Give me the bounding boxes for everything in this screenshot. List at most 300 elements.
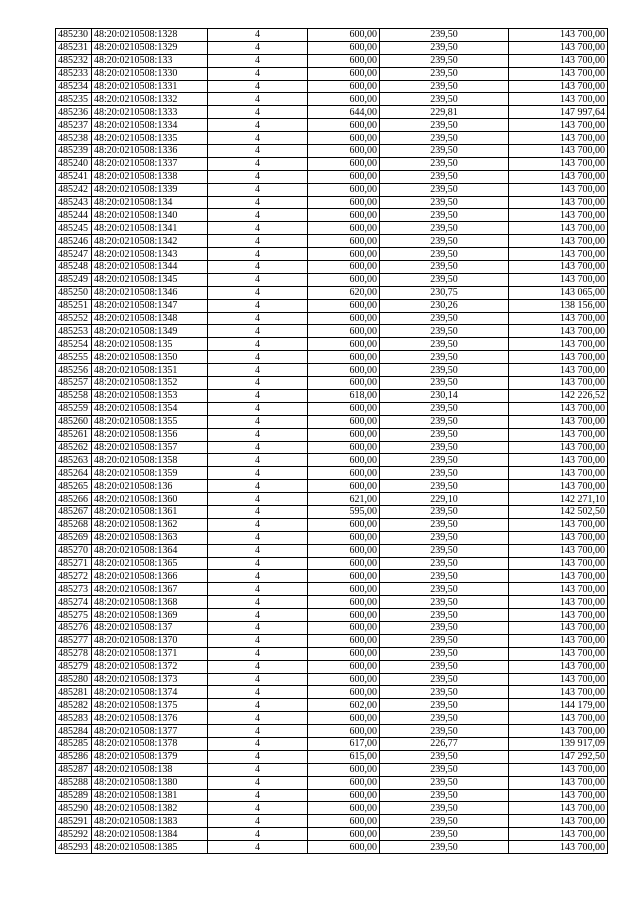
cadastral-number: 48:20:0210508:135 <box>92 338 208 351</box>
total-value: 142 271,10 <box>509 493 608 506</box>
total-value: 143 700,00 <box>509 377 608 390</box>
cadastral-number: 48:20:0210508:134 <box>92 196 208 209</box>
area: 621,00 <box>308 493 380 506</box>
cadastral-number: 48:20:0210508:1350 <box>92 351 208 364</box>
total-value: 143 700,00 <box>509 273 608 286</box>
unit-value: 239,50 <box>380 802 509 815</box>
row-id: 485230 <box>56 29 92 42</box>
row-id: 485273 <box>56 583 92 596</box>
table-row <box>56 196 608 209</box>
unit-value: 239,50 <box>380 699 509 712</box>
cadastral-number: 48:20:0210508:1379 <box>92 750 208 763</box>
row-id: 485265 <box>56 480 92 493</box>
unit-value: 239,50 <box>380 441 509 454</box>
area: 600,00 <box>308 273 380 286</box>
cadastral-number: 48:20:0210508:1353 <box>92 389 208 402</box>
category-code: 4 <box>208 364 308 377</box>
category-code: 4 <box>208 209 308 222</box>
row-id: 485253 <box>56 325 92 338</box>
total-value: 143 700,00 <box>509 196 608 209</box>
table-row <box>56 531 608 544</box>
unit-value: 239,50 <box>380 815 509 828</box>
total-value: 143 700,00 <box>509 157 608 170</box>
table-row <box>56 402 608 415</box>
row-id: 485287 <box>56 763 92 776</box>
area: 600,00 <box>308 364 380 377</box>
cadastral-number: 48:20:0210508:1373 <box>92 673 208 686</box>
category-code: 4 <box>208 570 308 583</box>
row-id: 485279 <box>56 660 92 673</box>
total-value: 143 700,00 <box>509 402 608 415</box>
unit-value: 239,50 <box>380 235 509 248</box>
unit-value: 226,77 <box>380 737 509 750</box>
unit-value: 229,10 <box>380 493 509 506</box>
table-row <box>56 415 608 428</box>
cadastral-number: 48:20:0210508:1341 <box>92 222 208 235</box>
category-code: 4 <box>208 454 308 467</box>
category-code: 4 <box>208 80 308 93</box>
area: 600,00 <box>308 54 380 67</box>
area: 600,00 <box>308 402 380 415</box>
category-code: 4 <box>208 750 308 763</box>
total-value: 143 700,00 <box>509 454 608 467</box>
row-id: 485245 <box>56 222 92 235</box>
cadastral-number: 48:20:0210508:1345 <box>92 273 208 286</box>
area: 600,00 <box>308 570 380 583</box>
row-id: 485272 <box>56 570 92 583</box>
category-code: 4 <box>208 106 308 119</box>
row-id: 485240 <box>56 157 92 170</box>
total-value: 143 700,00 <box>509 596 608 609</box>
category-code: 4 <box>208 815 308 828</box>
unit-value: 239,50 <box>380 454 509 467</box>
unit-value: 239,50 <box>380 248 509 261</box>
area: 600,00 <box>308 157 380 170</box>
total-value: 143 065,00 <box>509 286 608 299</box>
total-value: 143 700,00 <box>509 776 608 789</box>
area: 600,00 <box>308 712 380 725</box>
row-id: 485284 <box>56 725 92 738</box>
area: 600,00 <box>308 583 380 596</box>
category-code: 4 <box>208 183 308 196</box>
row-id: 485263 <box>56 454 92 467</box>
unit-value: 239,50 <box>380 750 509 763</box>
category-code: 4 <box>208 712 308 725</box>
category-code: 4 <box>208 544 308 557</box>
cadastral-number: 48:20:0210508:1339 <box>92 183 208 196</box>
unit-value: 239,50 <box>380 776 509 789</box>
table-row <box>56 557 608 570</box>
total-value: 143 700,00 <box>509 660 608 673</box>
category-code: 4 <box>208 776 308 789</box>
cadastral-number: 48:20:0210508:1329 <box>92 41 208 54</box>
row-id: 485293 <box>56 841 92 854</box>
row-id: 485281 <box>56 686 92 699</box>
cadastral-number: 48:20:0210508:1357 <box>92 441 208 454</box>
row-id: 485236 <box>56 106 92 119</box>
area: 600,00 <box>308 841 380 854</box>
cadastral-number: 48:20:0210508:137 <box>92 621 208 634</box>
table-row <box>56 596 608 609</box>
category-code: 4 <box>208 273 308 286</box>
unit-value: 239,50 <box>380 80 509 93</box>
table-row <box>56 467 608 480</box>
table-row <box>56 273 608 286</box>
unit-value: 239,50 <box>380 518 509 531</box>
cadastral-number: 48:20:0210508:1337 <box>92 157 208 170</box>
total-value: 143 700,00 <box>509 609 608 622</box>
category-code: 4 <box>208 660 308 673</box>
unit-value: 239,50 <box>380 183 509 196</box>
table-row <box>56 183 608 196</box>
area: 600,00 <box>308 170 380 183</box>
total-value: 143 700,00 <box>509 802 608 815</box>
row-id: 485292 <box>56 828 92 841</box>
area: 600,00 <box>308 621 380 634</box>
unit-value: 239,50 <box>380 377 509 390</box>
area: 600,00 <box>308 609 380 622</box>
table-row <box>56 29 608 42</box>
unit-value: 239,50 <box>380 119 509 132</box>
table-row <box>56 505 608 518</box>
cadastral-number: 48:20:0210508:1364 <box>92 544 208 557</box>
table-row <box>56 235 608 248</box>
table-row <box>56 454 608 467</box>
category-code: 4 <box>208 802 308 815</box>
area: 600,00 <box>308 312 380 325</box>
cadastral-number: 48:20:0210508:1352 <box>92 377 208 390</box>
row-id: 485274 <box>56 596 92 609</box>
category-code: 4 <box>208 493 308 506</box>
category-code: 4 <box>208 789 308 802</box>
row-id: 485268 <box>56 518 92 531</box>
total-value: 143 700,00 <box>509 67 608 80</box>
area: 600,00 <box>308 673 380 686</box>
area: 600,00 <box>308 789 380 802</box>
table-row <box>56 828 608 841</box>
row-id: 485242 <box>56 183 92 196</box>
table-row <box>56 634 608 647</box>
cadastral-number: 48:20:0210508:1330 <box>92 67 208 80</box>
cadastral-number: 48:20:0210508:1369 <box>92 609 208 622</box>
row-id: 485277 <box>56 634 92 647</box>
unit-value: 239,50 <box>380 789 509 802</box>
row-id: 485257 <box>56 377 92 390</box>
row-id: 485256 <box>56 364 92 377</box>
category-code: 4 <box>208 119 308 132</box>
total-value: 143 700,00 <box>509 815 608 828</box>
row-id: 485241 <box>56 170 92 183</box>
total-value: 143 700,00 <box>509 41 608 54</box>
cadastral-number: 48:20:0210508:1349 <box>92 325 208 338</box>
table-row <box>56 248 608 261</box>
table-row <box>56 725 608 738</box>
total-value: 143 700,00 <box>509 480 608 493</box>
category-code: 4 <box>208 338 308 351</box>
category-code: 4 <box>208 67 308 80</box>
row-id: 485231 <box>56 41 92 54</box>
row-id: 485251 <box>56 299 92 312</box>
area: 600,00 <box>308 531 380 544</box>
unit-value: 239,50 <box>380 222 509 235</box>
total-value: 143 700,00 <box>509 351 608 364</box>
total-value: 143 700,00 <box>509 428 608 441</box>
area: 600,00 <box>308 93 380 106</box>
row-id: 485271 <box>56 557 92 570</box>
cadastral-number: 48:20:0210508:1377 <box>92 725 208 738</box>
category-code: 4 <box>208 673 308 686</box>
unit-value: 239,50 <box>380 634 509 647</box>
total-value: 143 700,00 <box>509 415 608 428</box>
unit-value: 239,50 <box>380 763 509 776</box>
unit-value: 239,50 <box>380 570 509 583</box>
unit-value: 239,50 <box>380 544 509 557</box>
table-row <box>56 609 608 622</box>
unit-value: 239,50 <box>380 209 509 222</box>
cadastral-number: 48:20:0210508:1362 <box>92 518 208 531</box>
area: 600,00 <box>308 377 380 390</box>
row-id: 485243 <box>56 196 92 209</box>
row-id: 485234 <box>56 80 92 93</box>
cadastral-number: 48:20:0210508:1338 <box>92 170 208 183</box>
unit-value: 230,14 <box>380 389 509 402</box>
total-value: 143 700,00 <box>509 673 608 686</box>
total-value: 143 700,00 <box>509 570 608 583</box>
cadastral-number: 48:20:0210508:1361 <box>92 505 208 518</box>
unit-value: 230,26 <box>380 299 509 312</box>
area: 600,00 <box>308 480 380 493</box>
total-value: 139 917,09 <box>509 737 608 750</box>
category-code: 4 <box>208 402 308 415</box>
table-row <box>56 132 608 145</box>
area: 600,00 <box>308 763 380 776</box>
unit-value: 239,50 <box>380 273 509 286</box>
cadastral-number: 48:20:0210508:1331 <box>92 80 208 93</box>
row-id: 485252 <box>56 312 92 325</box>
category-code: 4 <box>208 54 308 67</box>
table-row <box>56 802 608 815</box>
row-id: 485255 <box>56 351 92 364</box>
category-code: 4 <box>208 145 308 158</box>
unit-value: 239,50 <box>380 841 509 854</box>
row-id: 485283 <box>56 712 92 725</box>
total-value: 143 700,00 <box>509 828 608 841</box>
row-id: 485248 <box>56 261 92 274</box>
cadastral-number: 48:20:0210508:1355 <box>92 415 208 428</box>
unit-value: 239,50 <box>380 93 509 106</box>
cadastral-number: 48:20:0210508:1368 <box>92 596 208 609</box>
table-row <box>56 763 608 776</box>
cadastral-number: 48:20:0210508:1334 <box>92 119 208 132</box>
category-code: 4 <box>208 286 308 299</box>
area: 602,00 <box>308 699 380 712</box>
total-value: 142 502,50 <box>509 505 608 518</box>
row-id: 485261 <box>56 428 92 441</box>
total-value: 143 700,00 <box>509 338 608 351</box>
area: 600,00 <box>308 235 380 248</box>
unit-value: 239,50 <box>380 29 509 42</box>
row-id: 485247 <box>56 248 92 261</box>
area: 600,00 <box>308 351 380 364</box>
table-row <box>56 699 608 712</box>
cadastral-number: 48:20:0210508:1336 <box>92 145 208 158</box>
table-row <box>56 119 608 132</box>
cadastral-number: 48:20:0210508:1342 <box>92 235 208 248</box>
area: 618,00 <box>308 389 380 402</box>
unit-value: 239,50 <box>380 196 509 209</box>
cadastral-number: 48:20:0210508:1366 <box>92 570 208 583</box>
area: 600,00 <box>308 428 380 441</box>
table-row <box>56 583 608 596</box>
category-code: 4 <box>208 609 308 622</box>
cadastral-table <box>55 28 608 854</box>
area: 600,00 <box>308 41 380 54</box>
cadastral-number: 48:20:0210508:1359 <box>92 467 208 480</box>
total-value: 143 700,00 <box>509 364 608 377</box>
cadastral-number: 48:20:0210508:1367 <box>92 583 208 596</box>
cadastral-number: 48:20:0210508:1344 <box>92 261 208 274</box>
unit-value: 239,50 <box>380 647 509 660</box>
table-row <box>56 712 608 725</box>
cadastral-number: 48:20:0210508:1381 <box>92 789 208 802</box>
cadastral-number: 48:20:0210508:1376 <box>92 712 208 725</box>
category-code: 4 <box>208 157 308 170</box>
table-row <box>56 544 608 557</box>
unit-value: 239,50 <box>380 132 509 145</box>
table-row <box>56 570 608 583</box>
cadastral-number: 48:20:0210508:1328 <box>92 29 208 42</box>
row-id: 485289 <box>56 789 92 802</box>
row-id: 485258 <box>56 389 92 402</box>
table-row <box>56 364 608 377</box>
row-id: 485276 <box>56 621 92 634</box>
unit-value: 239,50 <box>380 351 509 364</box>
cadastral-number: 48:20:0210508:1332 <box>92 93 208 106</box>
total-value: 143 700,00 <box>509 725 608 738</box>
total-value: 143 700,00 <box>509 841 608 854</box>
area: 600,00 <box>308 248 380 261</box>
category-code: 4 <box>208 557 308 570</box>
table-row <box>56 93 608 106</box>
table-row <box>56 54 608 67</box>
unit-value: 239,50 <box>380 145 509 158</box>
area: 600,00 <box>308 544 380 557</box>
cadastral-number: 48:20:0210508:1372 <box>92 660 208 673</box>
category-code: 4 <box>208 763 308 776</box>
unit-value: 239,50 <box>380 428 509 441</box>
cadastral-number: 48:20:0210508:1370 <box>92 634 208 647</box>
area: 600,00 <box>308 209 380 222</box>
unit-value: 239,50 <box>380 312 509 325</box>
table-row <box>56 170 608 183</box>
category-code: 4 <box>208 441 308 454</box>
unit-value: 239,50 <box>380 828 509 841</box>
area: 600,00 <box>308 119 380 132</box>
area: 600,00 <box>308 815 380 828</box>
table-row <box>56 673 608 686</box>
unit-value: 239,50 <box>380 673 509 686</box>
cadastral-number: 48:20:0210508:1335 <box>92 132 208 145</box>
area: 600,00 <box>308 725 380 738</box>
category-code: 4 <box>208 428 308 441</box>
table-row <box>56 686 608 699</box>
table-row <box>56 518 608 531</box>
category-code: 4 <box>208 248 308 261</box>
row-id: 485270 <box>56 544 92 557</box>
total-value: 143 700,00 <box>509 518 608 531</box>
area: 600,00 <box>308 518 380 531</box>
area: 644,00 <box>308 106 380 119</box>
table-row <box>56 750 608 763</box>
cadastral-number: 48:20:0210508:1384 <box>92 828 208 841</box>
total-value: 143 700,00 <box>509 557 608 570</box>
category-code: 4 <box>208 41 308 54</box>
table-row <box>56 351 608 364</box>
area: 600,00 <box>308 828 380 841</box>
area: 600,00 <box>308 776 380 789</box>
row-id: 485288 <box>56 776 92 789</box>
cadastral-number: 48:20:0210508:1356 <box>92 428 208 441</box>
area: 600,00 <box>308 647 380 660</box>
row-id: 485275 <box>56 609 92 622</box>
row-id: 485291 <box>56 815 92 828</box>
category-code: 4 <box>208 583 308 596</box>
area: 615,00 <box>308 750 380 763</box>
area: 600,00 <box>308 67 380 80</box>
cadastral-number: 48:20:0210508:1378 <box>92 737 208 750</box>
category-code: 4 <box>208 737 308 750</box>
total-value: 143 700,00 <box>509 93 608 106</box>
unit-value: 239,50 <box>380 660 509 673</box>
table-row <box>56 776 608 789</box>
category-code: 4 <box>208 699 308 712</box>
total-value: 143 700,00 <box>509 325 608 338</box>
row-id: 485254 <box>56 338 92 351</box>
total-value: 143 700,00 <box>509 132 608 145</box>
cadastral-number: 48:20:0210508:1380 <box>92 776 208 789</box>
row-id: 485239 <box>56 145 92 158</box>
table-row <box>56 480 608 493</box>
total-value: 143 700,00 <box>509 621 608 634</box>
row-id: 485264 <box>56 467 92 480</box>
row-id: 485280 <box>56 673 92 686</box>
total-value: 143 700,00 <box>509 763 608 776</box>
area: 600,00 <box>308 467 380 480</box>
total-value: 143 700,00 <box>509 261 608 274</box>
total-value: 143 700,00 <box>509 634 608 647</box>
unit-value: 239,50 <box>380 157 509 170</box>
table-row <box>56 647 608 660</box>
category-code: 4 <box>208 634 308 647</box>
unit-value: 239,50 <box>380 557 509 570</box>
area: 600,00 <box>308 325 380 338</box>
category-code: 4 <box>208 480 308 493</box>
unit-value: 239,50 <box>380 609 509 622</box>
cadastral-number: 48:20:0210508:1371 <box>92 647 208 660</box>
total-value: 138 156,00 <box>509 299 608 312</box>
cadastral-number: 48:20:0210508:1354 <box>92 402 208 415</box>
unit-value: 239,50 <box>380 338 509 351</box>
table-row <box>56 789 608 802</box>
table-row <box>56 67 608 80</box>
cadastral-number: 48:20:0210508:1340 <box>92 209 208 222</box>
table-body <box>56 29 608 854</box>
table-row <box>56 312 608 325</box>
category-code: 4 <box>208 505 308 518</box>
total-value: 142 226,52 <box>509 389 608 402</box>
category-code: 4 <box>208 518 308 531</box>
row-id: 485266 <box>56 493 92 506</box>
